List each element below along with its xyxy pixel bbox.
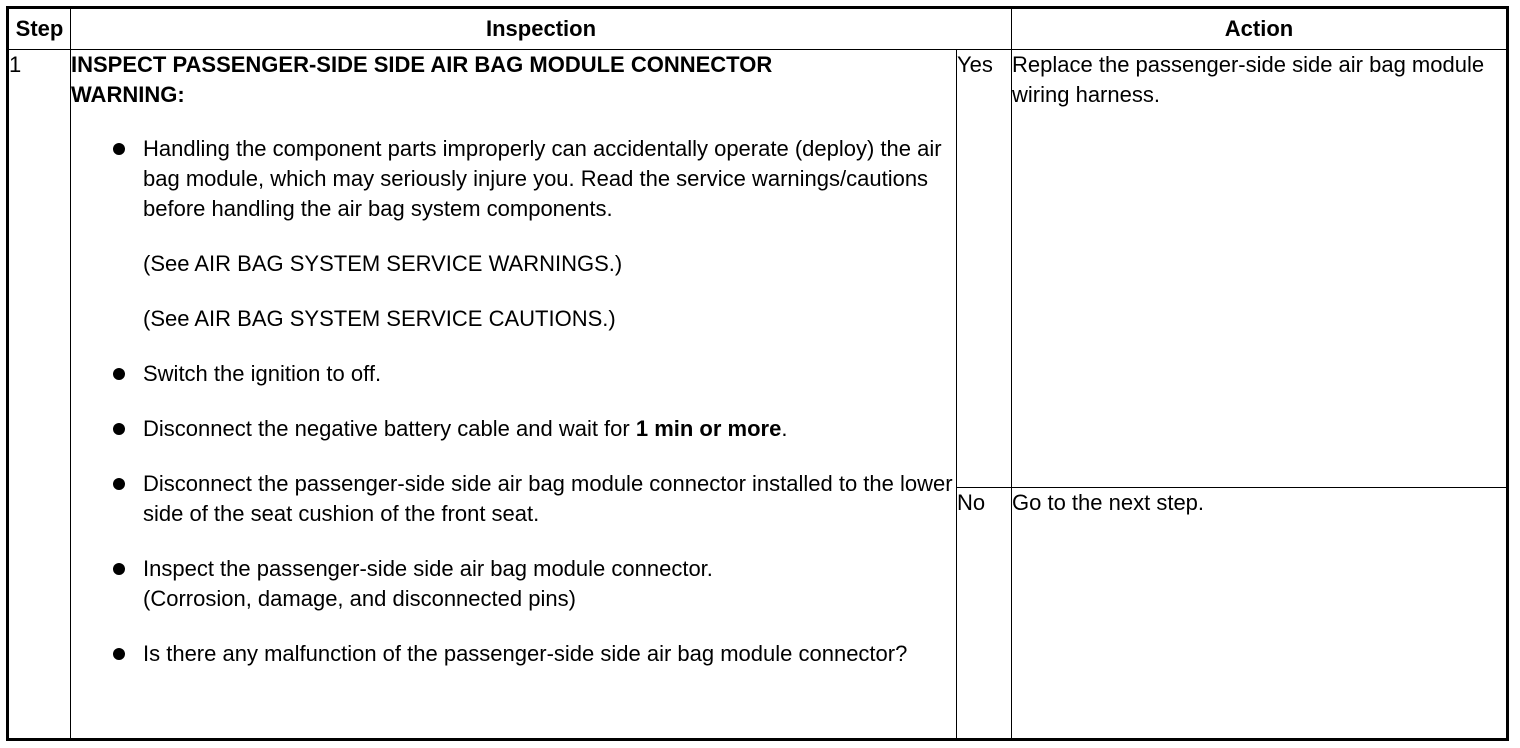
- inspection-cell: [71, 50, 957, 740]
- procedure-table: [6, 6, 1509, 741]
- list-item: [143, 469, 956, 529]
- step-row: [8, 50, 1508, 488]
- header-step: Step: [8, 8, 71, 50]
- no-label: No: [957, 488, 1012, 740]
- header-inspection: Inspection: [71, 8, 1012, 50]
- bullet-icon: [113, 368, 125, 380]
- bullet-icon: [113, 423, 125, 435]
- reference-note: (See AIR BAG SYSTEM SERVICE WARNINGS.): [143, 251, 623, 276]
- reference-note: (See AIR BAG SYSTEM SERVICE CAUTIONS.): [143, 306, 616, 331]
- list-item: [143, 359, 956, 389]
- inspection-title: INSPECT PASSENGER-SIDE SIDE AIR BAG MODULE CONNECTOR: [71, 52, 773, 77]
- bullet-icon: [113, 563, 125, 575]
- list-item: [143, 639, 956, 669]
- bullet-text: Handling the component parts improperly can accidentally operate (deploy) the air bag module, which may seriously injure you. Read the service warnings/cautions before handling the air bag system components.: [143, 136, 942, 221]
- inspection-heading: [71, 50, 956, 110]
- header-action: Action: [1012, 8, 1508, 50]
- list-item: [143, 554, 956, 614]
- bullet-text-end: .: [781, 416, 788, 441]
- bullet-text: Is there any malfunction of the passenger-side side air bag module connector?: [143, 641, 908, 666]
- bullet-text: Disconnect the passenger-side side air bag module connector installed to the lower side of the seat cushion of the front seat.: [143, 471, 953, 526]
- bullet-icon: [113, 143, 125, 155]
- header-row: [8, 8, 1508, 50]
- bullet-text: Switch the ignition to off.: [143, 361, 382, 386]
- bullet-text: Disconnect the negative battery cable and wait for: [143, 416, 636, 441]
- list-item: [143, 134, 956, 334]
- step-number: 1: [8, 50, 71, 740]
- bullet-text: Inspect the passenger-side side air bag module connector.: [143, 556, 713, 581]
- bullet-emphasis: 1 min or more: [635, 416, 782, 441]
- yes-action: Replace the passenger-side side air bag module wiring harness.: [1012, 50, 1508, 488]
- yes-label: Yes: [957, 50, 1012, 488]
- warning-label: WARNING:: [71, 82, 185, 107]
- list-item: [143, 414, 956, 444]
- bullet-icon: [113, 478, 125, 490]
- no-action: Go to the next step.: [1012, 488, 1508, 740]
- bullet-text: (Corrosion, damage, and disconnected pins): [143, 586, 576, 611]
- inspection-bullets: [71, 134, 956, 669]
- bullet-icon: [113, 648, 125, 660]
